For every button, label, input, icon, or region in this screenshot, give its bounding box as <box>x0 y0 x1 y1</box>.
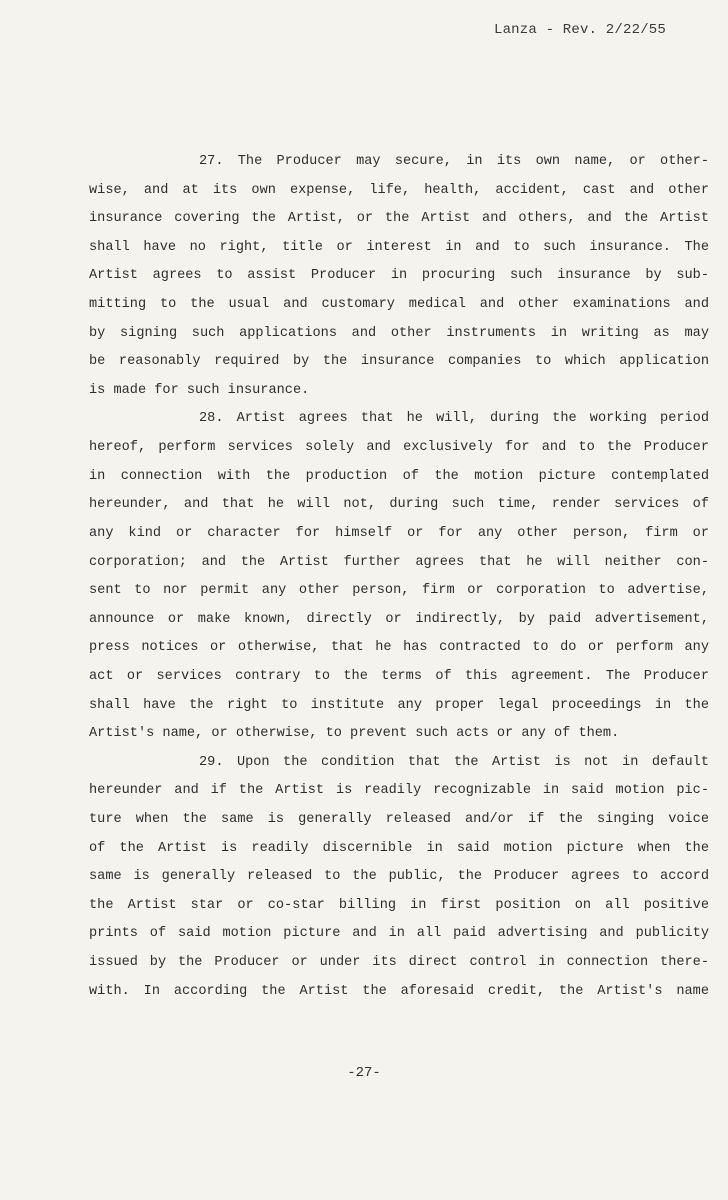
text-line: shall have no right, title or interest in and to such insurance. The <box>89 239 709 255</box>
text-line: prints of said motion picture and in all paid advertising and publicity <box>89 926 709 942</box>
text-line: corporation; and the Artist further agrees that he will neither con- <box>89 554 709 570</box>
text-line: 27. The Producer may secure, in its own name, or other- <box>199 154 709 169</box>
paragraph-28 <box>89 405 709 748</box>
text-line: same is generally released to the public, the Producer agrees to accord <box>89 869 709 885</box>
text-line: hereof, perform services solely and exclusively for and to the Producer <box>89 440 709 456</box>
text-line: with. In according the Artist the aforesaid credit, the Artist's name <box>89 983 709 999</box>
text-line: act or services contrary to the terms of this agreement. The Producer <box>89 668 709 684</box>
text-line: is made for such insurance. <box>89 382 310 398</box>
document-header: Lanza - Rev. 2/22/55 <box>493 22 666 38</box>
text-line: Artist agrees to assist Producer in procuring such insurance by sub- <box>89 268 709 284</box>
text-line: wise, and at its own expense, life, health, accident, cast and other <box>89 182 709 198</box>
document-body <box>89 148 709 1006</box>
paragraph-29 <box>89 749 709 1006</box>
text-line: be reasonably required by the insurance companies to which application <box>89 354 709 370</box>
page-number: -27- <box>347 1065 381 1081</box>
text-line: 28. Artist agrees that he will, during the working period <box>199 411 709 427</box>
text-line: press notices or otherwise, that he has contracted to do or perform any <box>89 640 709 656</box>
text-line: Artist's name, or otherwise, to prevent such acts or any of them. <box>89 726 620 742</box>
text-line: any kind or character for himself or for any other person, firm or <box>89 525 709 541</box>
text-line: insurance covering the Artist, or the Artist and others, and the Artist <box>89 211 709 227</box>
text-line: of the Artist is readily discernible in said motion picture when the <box>89 840 709 856</box>
text-line: sent to nor permit any other person, firm or corporation to advertise, <box>89 583 709 599</box>
text-line: hereunder, and that he will not, during such time, render services of <box>89 497 709 513</box>
text-line: announce or make known, directly or indirectly, by paid advertisement, <box>89 611 709 627</box>
text-line: mitting to the usual and customary medical and other examinations and <box>89 297 709 313</box>
text-line: by signing such applications and other instruments in writing as may <box>89 325 709 341</box>
text-line: ture when the same is generally released and/or if the singing voice <box>89 812 709 828</box>
text-line: the Artist star or co-star billing in first position on all positive <box>89 897 709 913</box>
text-line: 29. Upon the condition that the Artist is not in default <box>199 754 709 770</box>
text-line: in connection with the production of the motion picture contemplated <box>89 468 709 484</box>
text-line: issued by the Producer or under its direct control in connection there- <box>89 955 709 971</box>
paragraph-27 <box>89 148 709 405</box>
text-line: shall have the right to institute any proper legal proceedings in the <box>89 697 709 713</box>
text-line: hereunder and if the Artist is readily recognizable in said motion pic- <box>89 783 709 799</box>
